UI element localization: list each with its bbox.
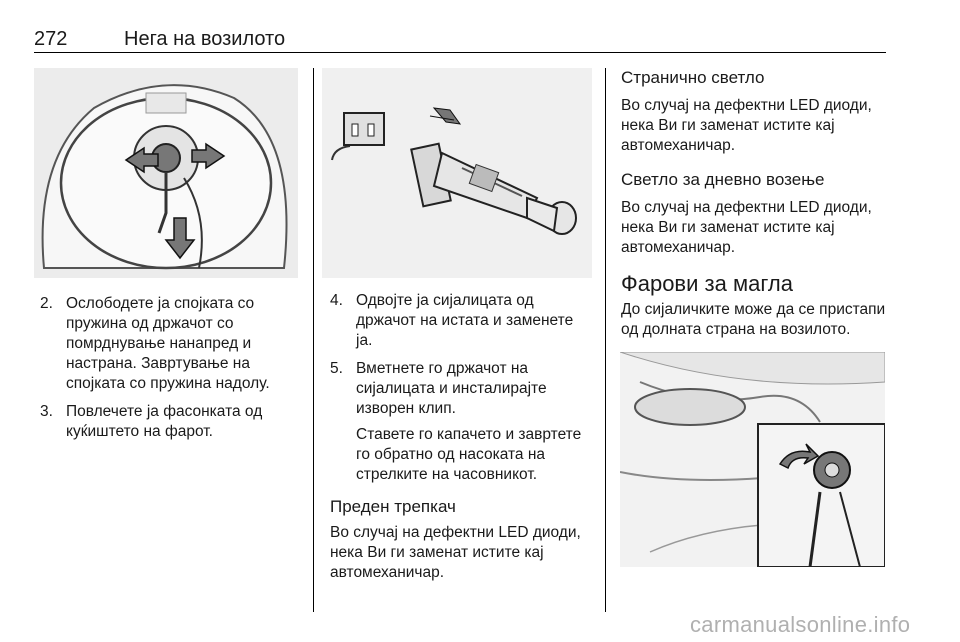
figure-fog-lamp [620, 352, 885, 567]
step-5 [330, 359, 592, 485]
step-2 [40, 294, 308, 394]
step-4 [330, 291, 592, 351]
page-title: Нега на возилото [124, 28, 286, 50]
daytime-light-text: Во случај на дефектни LED диоди, нека Ви ги заменат истите кај автомеханичар. [621, 199, 872, 256]
step-number: 5. [330, 360, 343, 377]
step-subtext: Ставете го капачето и завртете го обратно од насоката на стрелките на часовникот. [356, 426, 582, 483]
step-number: 4. [330, 292, 343, 309]
step-text: Ослободете ја спојката со пружина од држачот со помрднување нанапред и настрана. Завртување на спојката со пружина надолу. [66, 295, 270, 392]
column-divider-2 [605, 68, 606, 612]
top-rule [34, 52, 886, 53]
figure-spring-clip [34, 68, 298, 278]
step-text: Одвојте ја сијалицата од држачот на истата и заменете ја. [356, 292, 574, 349]
step-number: 3. [40, 403, 53, 420]
step-body [356, 359, 592, 485]
heading-fog-lamps: Фарови за магла [621, 271, 793, 296]
step-text: Вметнете го држачот на сијалицата и инсталирајте изворен клип. [356, 360, 547, 417]
front-indicator-text: Во случај на дефектни LED диоди, нека Ви ги заменат истите кај автомеханичар. [330, 524, 581, 581]
heading-side-light: Странично светло [621, 68, 765, 87]
column-1 [40, 294, 308, 450]
column-2 [330, 291, 592, 583]
column-3 [621, 68, 889, 340]
fog-lamps-text: До сијаличките може да се пристапи од долната страна на возилото. [621, 301, 886, 338]
step-number: 2. [40, 295, 53, 312]
column-divider-1 [313, 68, 314, 612]
step-3 [40, 402, 308, 442]
bulb-illustration [322, 68, 592, 278]
fog-lamp-illustration [620, 352, 885, 567]
watermark: carmanualsonline.info [690, 612, 911, 637]
step-text: Повлечете ја фасонката од куќиштето на фарот. [66, 403, 263, 440]
page-number: 272 [34, 28, 68, 50]
spring-clip-illustration [34, 68, 298, 278]
figure-bulb [322, 68, 592, 278]
side-light-text: Во случај на дефектни LED диоди, нека Ви ги заменат истите кај автомеханичар. [621, 97, 872, 154]
heading-front-indicator: Преден трепкач [330, 497, 456, 516]
heading-daytime-light: Светло за дневно возење [621, 170, 825, 189]
